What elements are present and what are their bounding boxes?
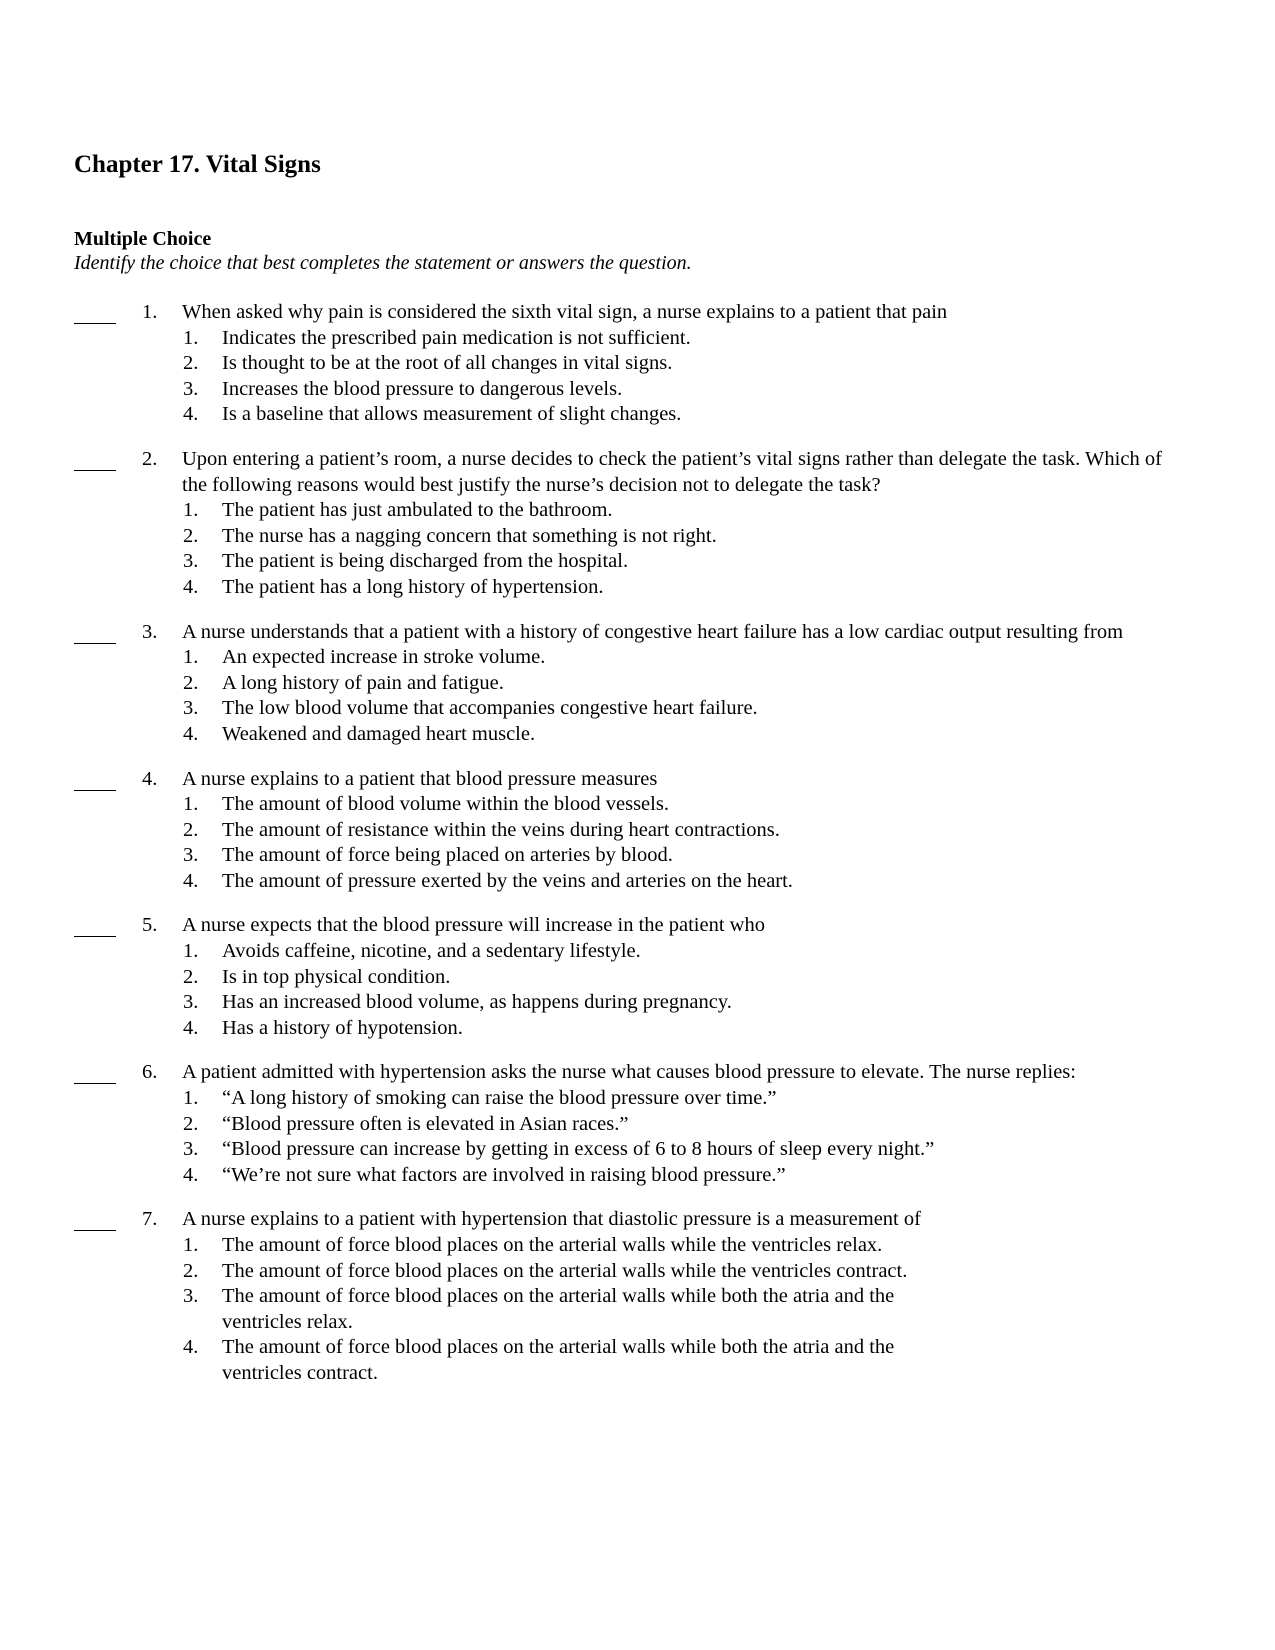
option-text: The amount of resistance within the veins during heart contractions. [222, 818, 780, 841]
option-text: Is a baseline that allows measurement of slight changes. [222, 403, 682, 426]
answer-option [0, 351, 1275, 377]
option-list [0, 326, 1275, 428]
option-text: The patient has just ambulated to the bathroom. [222, 499, 613, 522]
option-number: 3. [183, 697, 199, 720]
option-text: “We’re not sure what factors are involved in raising blood pressure.” [222, 1163, 786, 1186]
answer-option [0, 1259, 1275, 1285]
question-stem: A nurse expects that the blood pressure will increase in the patient who [182, 914, 765, 937]
answer-option [0, 990, 1275, 1016]
answer-blank[interactable] [74, 1060, 116, 1084]
option-number: 1. [183, 326, 199, 349]
option-text: The amount of force blood places on the arterial walls while both the atria and the ventricles relax. [222, 1285, 895, 1333]
option-text: “Blood pressure can increase by getting in excess of 6 to 8 hours of sleep every night.” [222, 1138, 935, 1161]
option-number: 1. [183, 499, 199, 522]
option-number: 3. [183, 550, 199, 573]
answer-blank[interactable] [74, 1207, 116, 1231]
answer-option [0, 939, 1275, 965]
question-item [0, 1207, 1275, 1386]
option-text: The nurse has a nagging concern that something is not right. [222, 524, 717, 547]
option-text: The amount of force blood places on the arterial walls while both the atria and the ventricles contract. [222, 1336, 895, 1384]
option-number: 2. [183, 1112, 199, 1135]
answer-blank[interactable] [74, 447, 116, 471]
question-stem: A nurse understands that a patient with a history of congestive heart failure has a low cardiac output resulting from [182, 620, 1124, 643]
option-number: 3. [183, 844, 199, 867]
answer-option [0, 843, 1275, 869]
option-text: Has an increased blood volume, as happens during pregnancy. [222, 991, 732, 1014]
question-number: 1. [142, 301, 158, 323]
option-number: 2. [183, 671, 199, 694]
option-text: The low blood volume that accompanies congestive heart failure. [222, 697, 758, 720]
answer-option [0, 965, 1275, 991]
option-list [0, 645, 1275, 747]
answer-option [0, 377, 1275, 403]
answer-option [0, 696, 1275, 722]
question-number: 3. [142, 620, 158, 643]
question-stem: A nurse explains to a patient that blood pressure measures [182, 767, 658, 790]
option-number: 4. [183, 1163, 199, 1186]
option-list [0, 1086, 1275, 1188]
question-number: 6. [142, 1061, 158, 1084]
answer-option [0, 722, 1275, 748]
option-text: Indicates the prescribed pain medication is not sufficient. [222, 326, 691, 349]
question-item [0, 1060, 1275, 1188]
answer-option [0, 1335, 1275, 1386]
option-text: “A long history of smoking can raise the blood pressure over time.” [222, 1087, 777, 1110]
option-text: Increases the blood pressure to dangerous levels. [222, 377, 623, 400]
option-number: 2. [183, 1259, 199, 1282]
option-number: 2. [183, 352, 199, 375]
question-number: 4. [142, 767, 158, 790]
section-heading: Multiple Choice [74, 228, 212, 250]
option-text: An expected increase in stroke volume. [222, 646, 546, 669]
option-number: 4. [183, 1016, 199, 1039]
option-text: The patient is being discharged from the hospital. [222, 550, 629, 573]
answer-blank[interactable] [74, 300, 116, 324]
option-number: 1. [183, 940, 199, 963]
answer-option [0, 818, 1275, 844]
chapter-title: Chapter 17. Vital Signs [74, 151, 321, 178]
question-stem: A nurse explains to a patient with hypertension that diastolic pressure is a measurement of [182, 1208, 921, 1231]
answer-option [0, 645, 1275, 671]
question-item [0, 767, 1275, 895]
option-text: The amount of force blood places on the arterial walls while the ventricles contract. [222, 1259, 908, 1282]
option-number: 1. [183, 1234, 199, 1256]
option-text: A long history of pain and fatigue. [222, 671, 504, 694]
option-text: “Blood pressure often is elevated in Asian races.” [222, 1112, 629, 1135]
answer-option [0, 1137, 1275, 1163]
answer-option [0, 402, 1275, 428]
question-item [0, 913, 1275, 1041]
option-text: The amount of force blood places on the arterial walls while the ventricles relax. [222, 1234, 883, 1256]
option-text: Avoids caffeine, nicotine, and a sedentary lifestyle. [222, 940, 641, 963]
option-number: 2. [183, 524, 199, 547]
option-text: Is thought to be at the root of all changes in vital signs. [222, 352, 673, 375]
answer-option [0, 1284, 1275, 1335]
question-item [0, 300, 1275, 428]
option-text: The patient has a long history of hypertension. [222, 575, 604, 598]
option-text: The amount of pressure exerted by the veins and arteries on the heart. [222, 869, 793, 892]
option-number: 4. [183, 403, 199, 426]
answer-blank[interactable] [74, 913, 116, 937]
answer-option [0, 792, 1275, 818]
question-item [0, 447, 1275, 601]
option-number: 4. [183, 1336, 199, 1359]
option-number: 1. [183, 646, 199, 669]
option-text: The amount of blood volume within the blood vessels. [222, 793, 669, 816]
section-instructions: Identify the choice that best completes the statement or answers the question. [74, 252, 692, 274]
answer-option [0, 671, 1275, 697]
option-text: Has a history of hypotension. [222, 1016, 463, 1039]
option-text: The amount of force being placed on arteries by blood. [222, 844, 673, 867]
option-number: 3. [183, 1138, 199, 1161]
answer-option [0, 1086, 1275, 1112]
question-number: 5. [142, 914, 158, 937]
answer-option [0, 549, 1275, 575]
option-list [0, 498, 1275, 600]
option-number: 1. [183, 793, 199, 816]
answer-option [0, 326, 1275, 352]
question-stem: When asked why pain is considered the sixth vital sign, a nurse explains to a patient that pain [182, 301, 948, 323]
option-text: Weakened and damaged heart muscle. [222, 722, 536, 745]
question-list [0, 300, 1275, 1406]
answer-option [0, 524, 1275, 550]
option-number: 3. [183, 991, 199, 1014]
option-list [0, 792, 1275, 894]
option-number: 4. [183, 575, 199, 598]
answer-blank[interactable] [74, 767, 116, 791]
option-number: 4. [183, 722, 199, 745]
option-number: 2. [183, 965, 199, 988]
answer-option [0, 1233, 1275, 1259]
option-list [0, 939, 1275, 1041]
question-item [0, 620, 1275, 748]
option-number: 2. [183, 818, 199, 841]
option-text: Is in top physical condition. [222, 965, 451, 988]
answer-option [0, 498, 1275, 524]
option-number: 4. [183, 869, 199, 892]
question-stem: A patient admitted with hypertension asks the nurse what causes blood pressure to elevate. The nurse replies: [182, 1061, 1076, 1084]
option-list [0, 1233, 1275, 1387]
option-number: 3. [183, 377, 199, 400]
answer-option [0, 575, 1275, 601]
answer-option [0, 1163, 1275, 1189]
question-number: 7. [142, 1208, 158, 1231]
answer-option [0, 1112, 1275, 1138]
option-number: 1. [183, 1087, 199, 1110]
question-number: 2. [142, 447, 158, 470]
answer-option [0, 1016, 1275, 1042]
answer-option [0, 869, 1275, 895]
option-number: 3. [183, 1285, 199, 1308]
question-stem: Upon entering a patient’s room, a nurse decides to check the patient’s vital signs rather than delegate the task. Which of the following reasons would best justify the nurse’s decision not to delegate the task? [182, 447, 1162, 496]
answer-blank[interactable] [74, 620, 116, 644]
